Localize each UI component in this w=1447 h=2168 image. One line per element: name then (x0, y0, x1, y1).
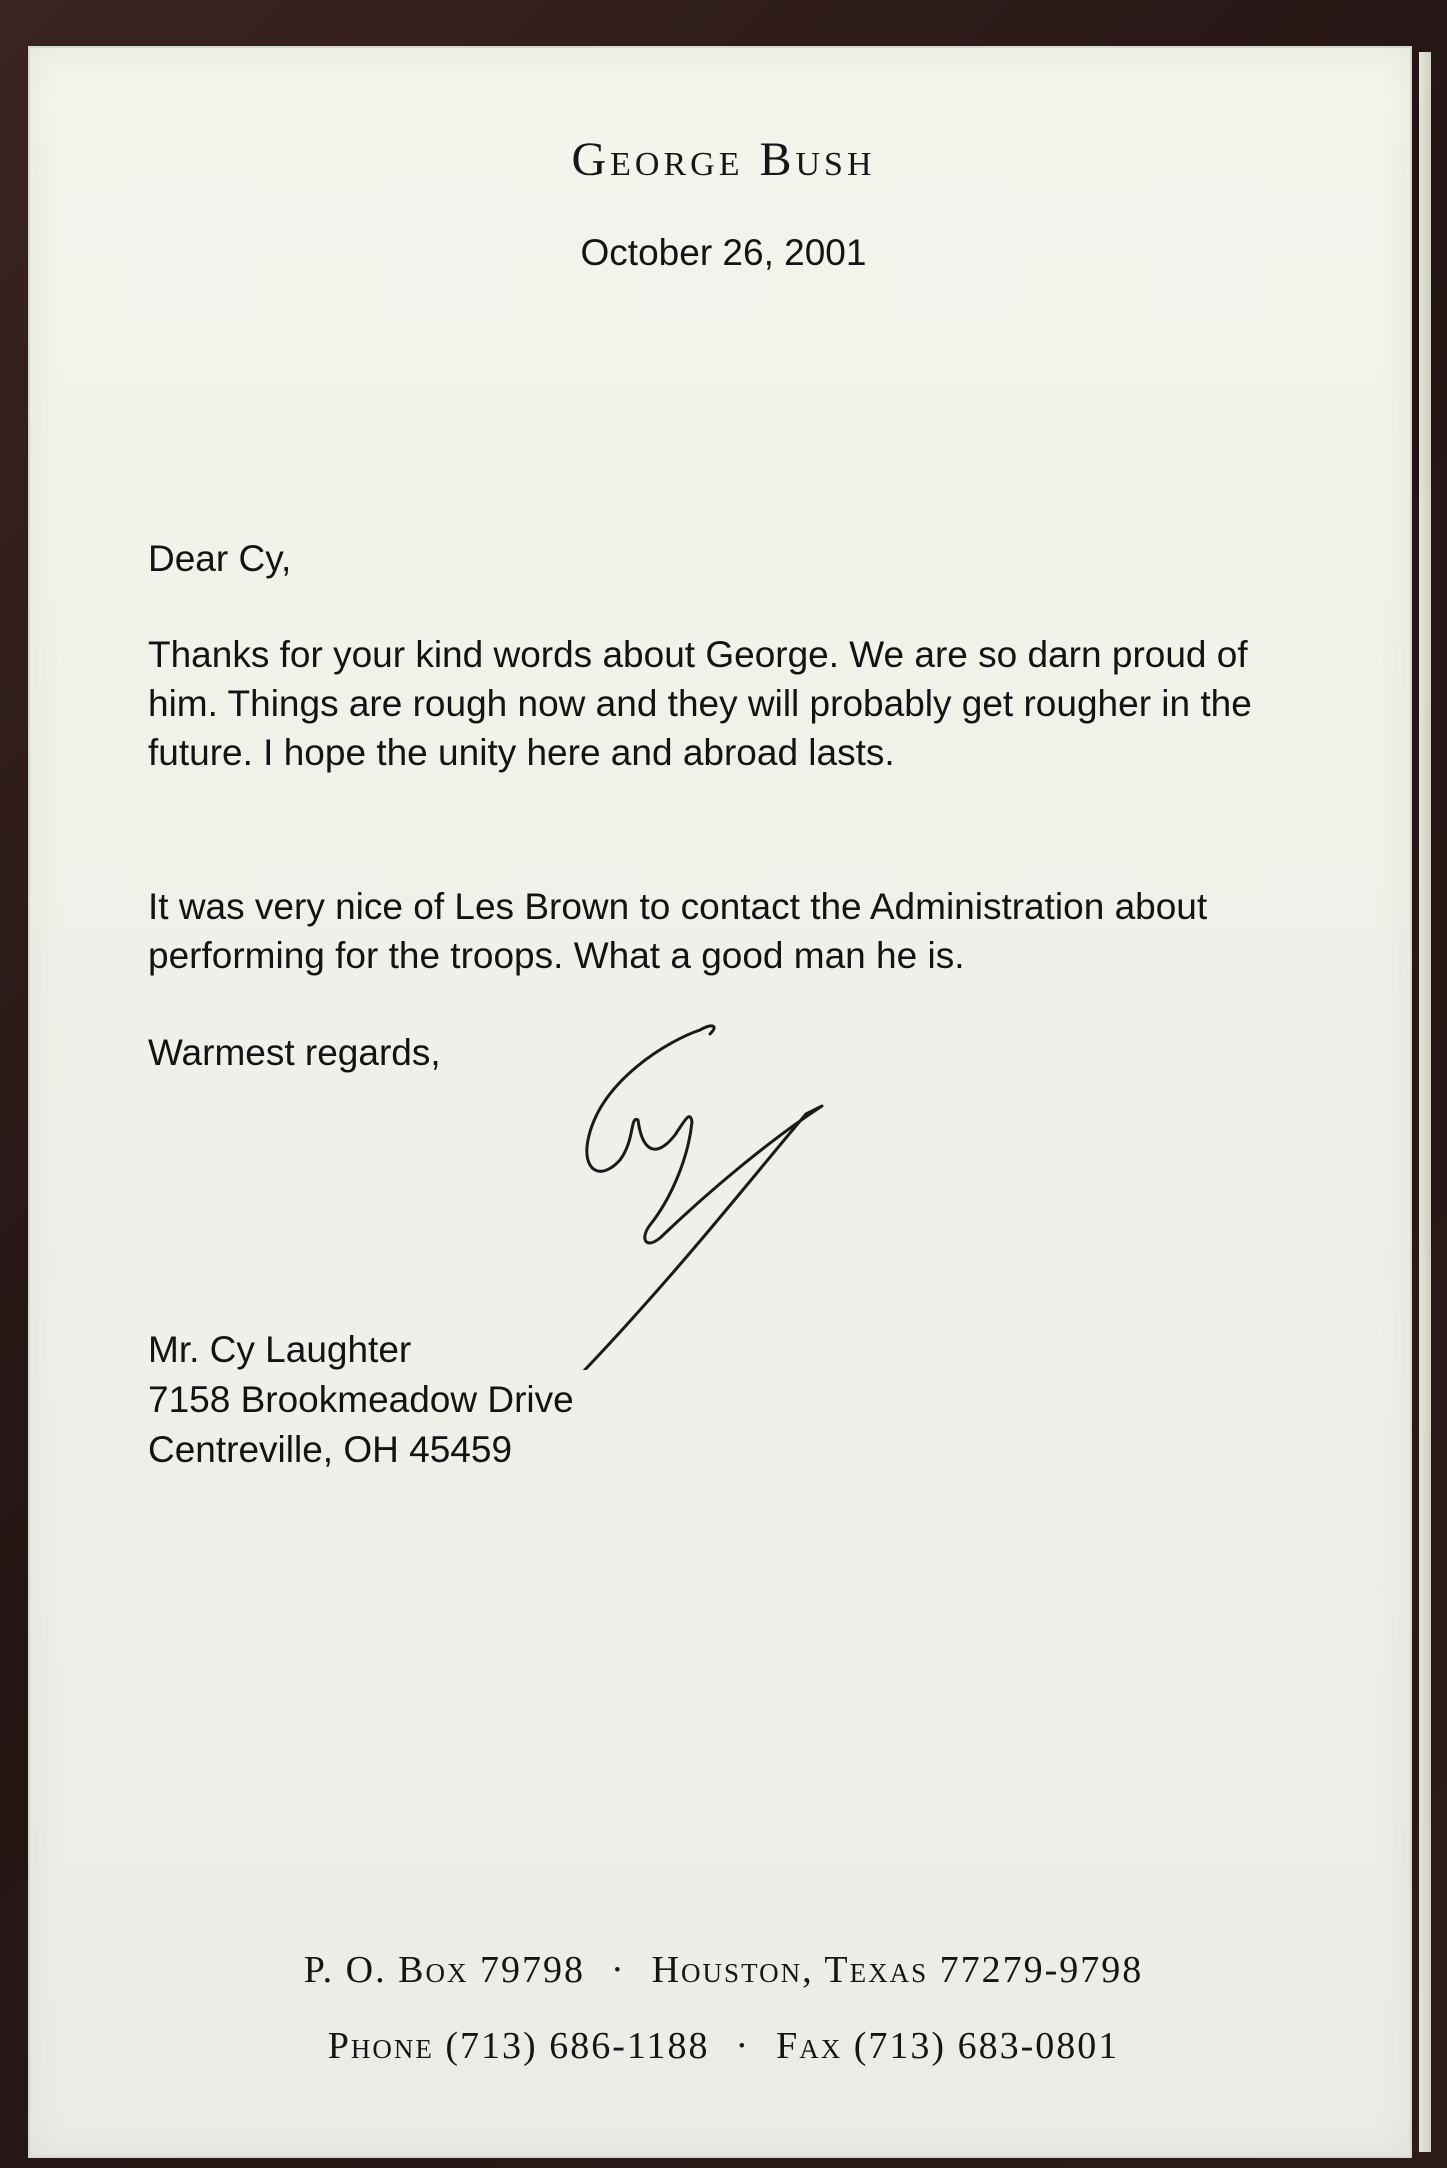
recipient-city-state-zip: Centreville, OH 45459 (148, 1429, 513, 1470)
paper-edge (1419, 52, 1431, 2152)
footer-contact-line (0, 2024, 1447, 2068)
letterhead-name: George Bush (571, 133, 876, 186)
paragraph-1: Thanks for your kind words about George. We are so darn proud of him. Things are rough now and they will probably get rougher in the future. I hope the unity here and abroad lasts. (148, 634, 1252, 773)
paragraph-2: It was very nice of Les Brown to contact the Administration about performing for the troops. What a good man he is. (148, 886, 1208, 976)
footer-city: Houston, Texas 77279-9798 (651, 1949, 1144, 1991)
handwritten-signature (560, 1010, 840, 1370)
footer-fax: Fax (713) 683-0801 (776, 2025, 1120, 2067)
closing: Warmest regards, (148, 1032, 441, 1073)
recipient-address (148, 1325, 1298, 1475)
footer-phone: Phone (713) 686-1188 (327, 2025, 710, 2067)
letter-date: October 26, 2001 (580, 232, 867, 273)
footer-address-line (0, 1948, 1447, 1992)
salutation: Dear Cy, (148, 538, 292, 579)
footer-po-box: P. O. Box 79798 (303, 1949, 585, 1991)
footer-separator: · (610, 1949, 626, 1991)
recipient-street: 7158 Brookmeadow Drive (148, 1379, 574, 1420)
recipient-name: Mr. Cy Laughter (148, 1329, 412, 1370)
footer-separator-2: · (735, 2025, 751, 2067)
